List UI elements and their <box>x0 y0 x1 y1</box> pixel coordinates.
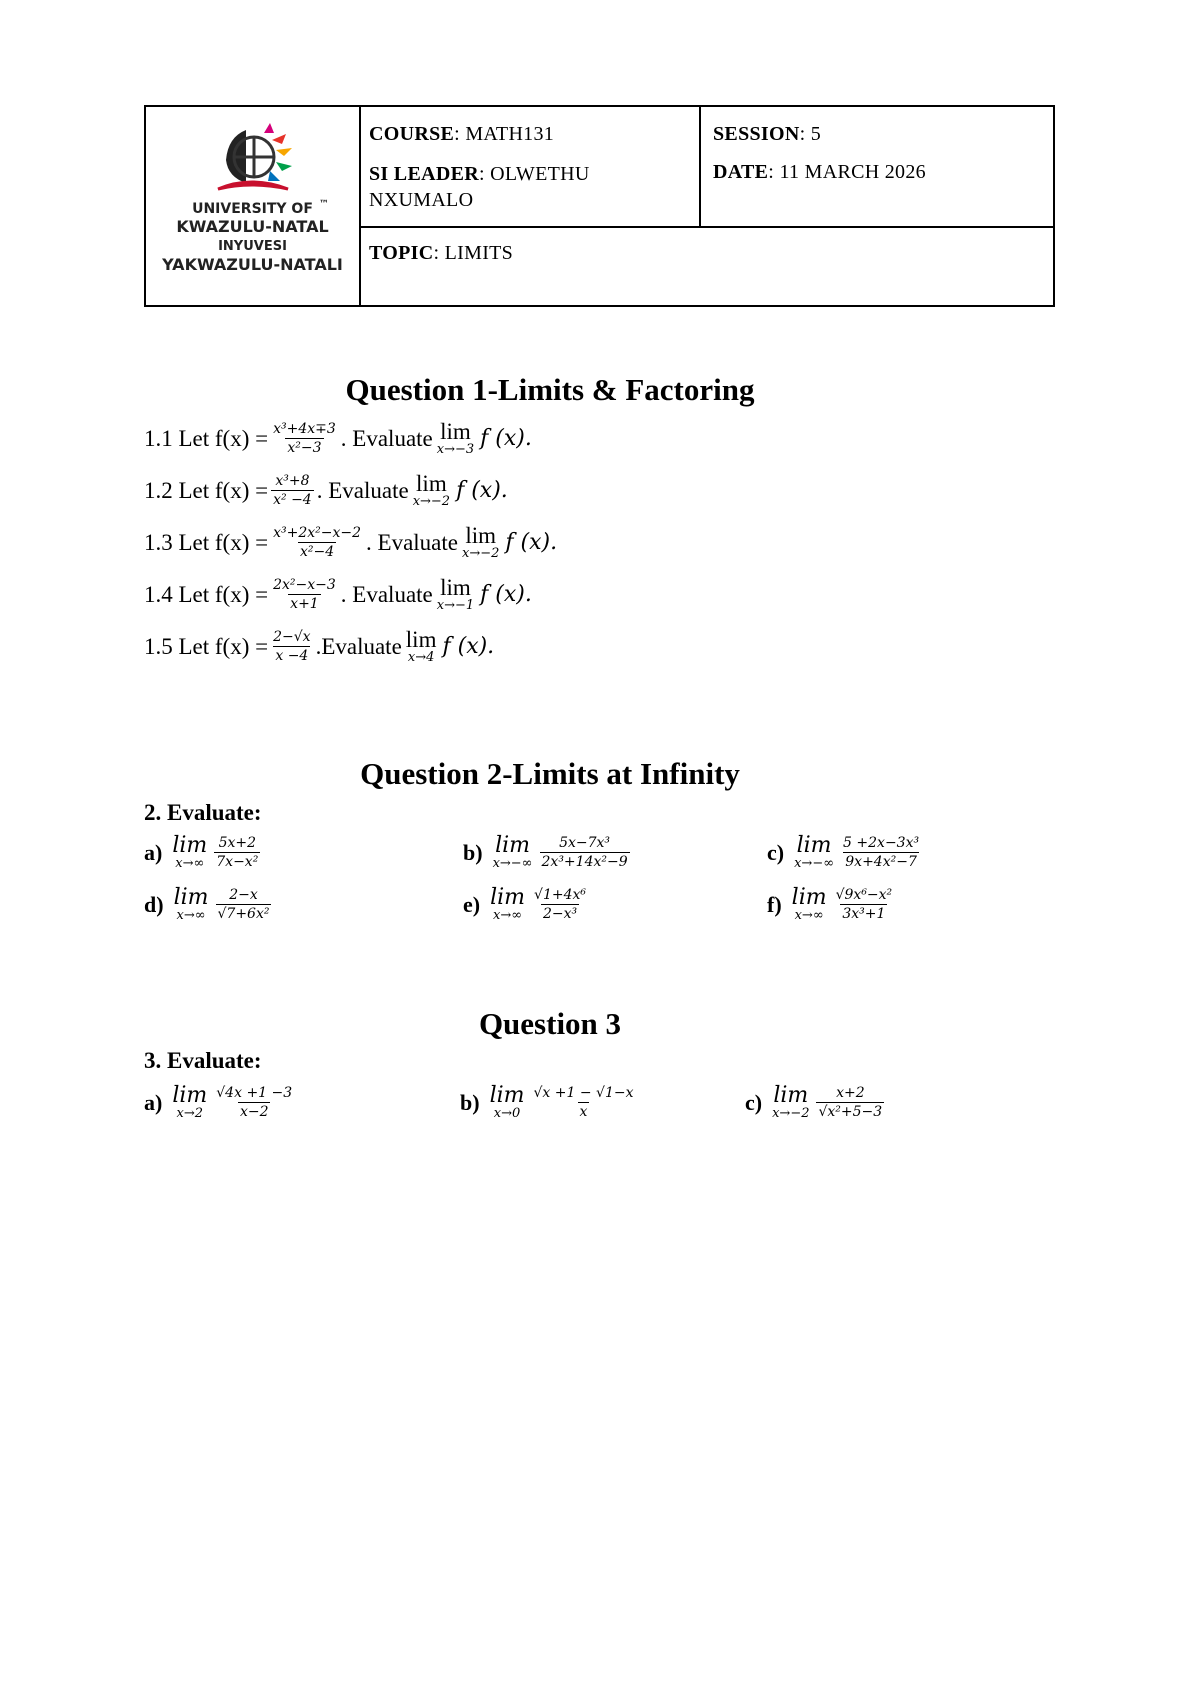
logo-line1: UNIVERSITY OF <box>192 201 313 217</box>
q1-limit-word: lim <box>440 574 471 600</box>
q2-fraction <box>214 834 260 871</box>
logo-line2: KWAZULU-NATAL <box>176 217 329 236</box>
q1-function: f (x). <box>442 634 495 659</box>
logo-tm: ™ <box>319 199 329 210</box>
q2-item-label: d) <box>144 891 164 917</box>
q2-fraction-denominator: √7+6x² <box>217 906 270 922</box>
date-line <box>713 159 926 185</box>
session-value: : 5 <box>799 123 822 145</box>
q2-fraction-denominator: 9x+4x²−7 <box>845 854 917 870</box>
date-label: DATE <box>713 161 769 183</box>
q2-limit-word: lim <box>490 884 526 910</box>
header-table <box>144 105 1055 307</box>
q2-limit-subscript: x→∞ <box>493 907 523 923</box>
q2-item-label: b) <box>463 839 483 865</box>
q3-item-label: a) <box>144 1089 163 1115</box>
q3-limit-subscript: x→0 <box>493 1105 521 1121</box>
leader-label: SI LEADER <box>369 163 479 185</box>
q1-fraction <box>271 576 338 613</box>
q1-limit <box>412 470 451 509</box>
q1-evaluate: .Evaluate <box>315 633 402 659</box>
question2-item <box>463 834 633 871</box>
logo-cell <box>146 107 361 305</box>
question2-item <box>144 834 263 871</box>
q2-limit-word: lim <box>796 832 832 858</box>
topic-cell <box>359 228 1053 305</box>
q1-fraction <box>271 420 338 457</box>
q3-limit <box>772 1082 810 1121</box>
question2-title: Question 2-Limits at Infinity <box>360 756 740 791</box>
question1-line <box>144 524 557 561</box>
question1-line <box>144 472 508 509</box>
course-cell <box>359 107 701 228</box>
course-label: COURSE <box>369 123 455 145</box>
q3-limit-word: lim <box>489 1082 525 1108</box>
question3-intro-text: 3. Evaluate: <box>144 1048 262 1073</box>
q3-limit-word: lim <box>172 1082 208 1108</box>
q1-prefix: 1.2 Let f(x) = <box>144 477 269 503</box>
question1-line <box>144 420 532 457</box>
q3-limit-subscript: x→−2 <box>772 1105 810 1121</box>
question3-title: Question 3 <box>478 1006 622 1041</box>
q1-fraction <box>271 472 314 509</box>
q1-function: f (x). <box>480 582 532 607</box>
question3-item <box>745 1084 887 1121</box>
q1-prefix: 1.1 Let f(x) = <box>144 425 269 451</box>
q2-fraction-denominator: 7x−x² <box>216 854 259 870</box>
q3-limit <box>489 1082 525 1121</box>
q1-limit-subscript: x→−2 <box>412 493 451 509</box>
q2-item-label: c) <box>767 839 785 865</box>
session-label: SESSION <box>713 123 800 145</box>
q1-limit-subscript: x→−2 <box>462 545 500 561</box>
q1-limit-subscript: x→−1 <box>436 597 475 613</box>
q1-fraction <box>271 524 363 561</box>
q1-fraction-numerator: x³+4x∓3 <box>273 421 336 437</box>
q2-limit <box>492 832 533 871</box>
q3-limit-word: lim <box>773 1082 809 1108</box>
q1-limit-subscript: x→4 <box>407 649 435 665</box>
q1-fraction-numerator: 2x²−x−3 <box>273 577 336 593</box>
q2-limit <box>172 832 208 871</box>
q2-fraction-numerator: √1+4x⁶ <box>534 887 587 903</box>
q1-prefix: 1.3 Let f(x) = <box>144 529 269 555</box>
question1-line <box>144 576 532 613</box>
question2-intro <box>144 800 262 826</box>
q2-limit <box>490 884 526 923</box>
q1-fraction-denominator: x²−4 <box>299 544 335 560</box>
q3-fraction-denominator: x <box>579 1104 588 1120</box>
question2-item <box>463 886 591 923</box>
q2-limit-word: lim <box>172 832 208 858</box>
q2-limit-word: lim <box>173 884 209 910</box>
question3-item <box>144 1084 297 1121</box>
q3-item-label: c) <box>745 1089 763 1115</box>
q2-limit-subscript: x→−∞ <box>492 855 533 871</box>
q1-prefix: 1.5 Let f(x) = <box>144 633 269 659</box>
q1-function: f (x). <box>480 426 532 451</box>
q1-fraction-denominator: x²−3 <box>287 440 322 456</box>
q1-evaluate: . Evaluate <box>340 425 433 451</box>
q1-evaluate: . Evaluate <box>366 529 458 555</box>
q1-fraction <box>271 628 312 665</box>
q2-fraction-denominator: 2−x³ <box>542 906 578 922</box>
q1-fraction-numerator: x³+8 <box>275 473 310 489</box>
q2-fraction-numerator: √9x⁶−x² <box>835 887 893 903</box>
q3-fraction-numerator: √x +1 − √1−x <box>533 1085 634 1101</box>
q3-limit-subscript: x→2 <box>176 1105 204 1121</box>
q2-limit <box>794 832 835 871</box>
topic-line <box>369 240 513 266</box>
q2-fraction <box>540 834 630 871</box>
q3-fraction-denominator: x−2 <box>239 1104 269 1120</box>
question2-item <box>767 834 924 871</box>
q2-limit-subscript: x→∞ <box>176 907 206 923</box>
q2-fraction <box>841 834 921 871</box>
q2-fraction <box>216 886 272 923</box>
q2-item-label: e) <box>463 891 481 917</box>
logo-line3: INYUVESI <box>218 239 287 254</box>
question3-intro <box>144 1048 262 1074</box>
question1-line <box>144 628 494 665</box>
q3-fraction <box>214 1084 294 1121</box>
logo-line4: YAKWAZULU-NATALI <box>162 255 343 274</box>
q1-fraction-denominator: x² −4 <box>273 492 312 508</box>
q2-limit-subscript: x→−∞ <box>794 855 835 871</box>
q1-limit-word: lim <box>405 626 437 652</box>
q1-limit <box>462 522 500 561</box>
q1-evaluate: . Evaluate <box>340 581 433 607</box>
question3-item <box>460 1084 639 1121</box>
leader-line <box>369 161 669 213</box>
q2-fraction <box>532 886 588 923</box>
q2-limit <box>173 884 209 923</box>
q3-item-label: b) <box>460 1089 480 1115</box>
q1-limit-word: lim <box>416 470 447 496</box>
q2-limit-word: lim <box>495 832 530 858</box>
q3-fraction-denominator: √x²+5−3 <box>818 1104 883 1120</box>
q1-fraction-numerator: 2−√x <box>273 629 311 645</box>
q1-limit-word: lim <box>465 522 497 548</box>
q2-fraction-numerator: 5x+2 <box>218 835 257 851</box>
q3-fraction <box>816 1084 884 1121</box>
q3-fraction-numerator: x+2 <box>836 1085 865 1101</box>
course-line <box>369 121 554 147</box>
q1-limit <box>436 418 475 457</box>
q2-fraction-numerator: 5x−7x³ <box>559 835 611 851</box>
q2-fraction-denominator: 3x³+1 <box>842 906 886 922</box>
q2-fraction-numerator: 5 +2x−3x³ <box>843 835 920 851</box>
q1-fraction-denominator: x −4 <box>275 648 309 664</box>
topic-value: : LIMITS <box>433 242 514 264</box>
q2-limit <box>791 884 827 923</box>
q1-limit-subscript: x→−3 <box>436 441 475 457</box>
q2-item-label: a) <box>144 839 163 865</box>
q1-fraction-numerator: x³+2x²−x−2 <box>273 525 362 541</box>
q2-fraction-numerator: 2−x <box>229 887 258 903</box>
q1-function: f (x). <box>505 530 558 555</box>
q1-limit <box>405 626 437 665</box>
q1-evaluate: . Evaluate <box>316 477 409 503</box>
question2-item <box>144 886 274 923</box>
q2-limit-word: lim <box>791 884 827 910</box>
q1-prefix: 1.4 Let f(x) = <box>144 581 269 607</box>
q1-fraction-denominator: x+1 <box>290 596 319 612</box>
session-cell <box>701 107 1053 228</box>
q1-limit-word: lim <box>440 418 471 444</box>
q3-fraction-numerator: √4x +1 −3 <box>216 1085 293 1101</box>
session-line <box>713 121 821 147</box>
q3-fraction <box>532 1084 636 1121</box>
q3-limit <box>172 1082 208 1121</box>
q2-fraction <box>834 886 895 923</box>
question2-intro-text: 2. Evaluate: <box>144 800 262 825</box>
q1-function: f (x). <box>456 478 508 503</box>
question1-title: Question 1-Limits & Factoring <box>345 372 755 407</box>
course-value: : MATH131 <box>454 123 555 145</box>
q2-limit-subscript: x→∞ <box>175 855 205 871</box>
leader-value: : OLWETHU NXUMALO <box>369 163 590 211</box>
topic-label: TOPIC <box>369 242 434 264</box>
q2-item-label: f) <box>767 891 782 917</box>
q1-limit <box>436 574 475 613</box>
q2-limit-subscript: x→∞ <box>794 907 824 923</box>
q2-fraction-denominator: 2x³+14x²−9 <box>541 854 628 870</box>
date-value: : 11 MARCH 2026 <box>768 161 926 183</box>
question2-item <box>767 886 897 923</box>
